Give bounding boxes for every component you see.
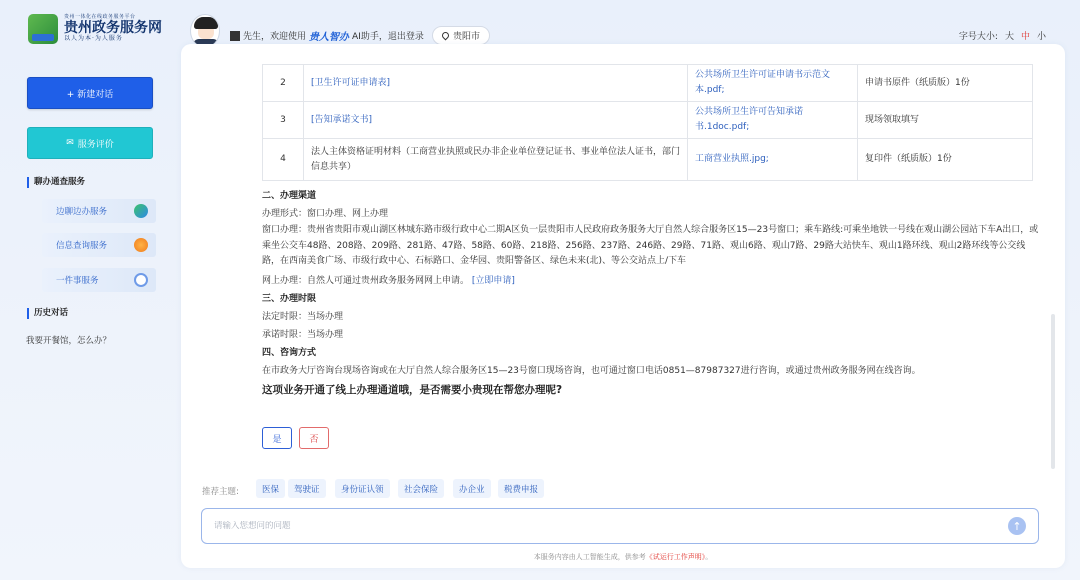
- location-label: 贵阳市: [453, 32, 481, 42]
- material-link[interactable]: [告知承诺文书]: [311, 114, 373, 125]
- font-size-large[interactable]: 大: [1004, 32, 1014, 42]
- table-row: [263, 139, 1033, 181]
- promise-time-limit: 承诺时限：当场办理: [262, 329, 344, 340]
- handling-form: 办理形式：窗口办理、网上办理: [262, 209, 389, 219]
- section-heading-time-limit: 三、办理时限: [262, 293, 317, 304]
- font-size-switcher: [959, 29, 1046, 42]
- material-link[interactable]: [卫生许可证申请表]: [311, 77, 391, 88]
- yes-button[interactable]: 是: [262, 427, 292, 449]
- ai-disclaimer: [181, 552, 1065, 562]
- question-input[interactable]: [214, 521, 1008, 531]
- section-heading-consultation: 四、咨询方式: [262, 347, 317, 358]
- assistant-question: 这项业务开通了线上办理通道哦，是否需要小贵现在帮您办理呢?: [262, 383, 563, 396]
- welcome-text: 先生，欢迎使用: [243, 32, 307, 42]
- logo-subtitle: 贵州一体化在线政务服务平台: [64, 14, 136, 21]
- one-thing-icon: [134, 273, 148, 287]
- file-link[interactable]: 工商营业执照.jpg;: [695, 154, 769, 164]
- file-link[interactable]: 公共场所卫生许可证申请书示范文本.pdf;: [695, 70, 831, 95]
- recommend-label: 推荐主题:: [202, 487, 239, 497]
- assistant-logout-text[interactable]: AI助手，退出登录: [352, 32, 424, 42]
- recommend-topic[interactable]: 驾驶证: [288, 479, 326, 498]
- materials-table: [262, 64, 1033, 181]
- recommend-topic[interactable]: 身份证认领: [335, 479, 390, 498]
- sidebar-item-label: 边聊边办服务: [56, 207, 108, 217]
- row-number: 3: [263, 102, 304, 139]
- recommend-topic[interactable]: 医保: [256, 479, 285, 498]
- sidebar-item-query-service[interactable]: [42, 233, 156, 257]
- search-query-icon: [134, 238, 148, 252]
- sidebar-item-label: 一件事服务: [56, 276, 99, 286]
- row-number: 4: [263, 139, 304, 181]
- table-row: [263, 102, 1033, 139]
- sidebar-item-chat-service[interactable]: [42, 199, 156, 223]
- sidebar-item-one-thing-service[interactable]: [42, 268, 156, 292]
- services-section-title: 聊办通查服务: [27, 177, 85, 188]
- material-note: 申请书原件（纸质版）1份: [858, 65, 1033, 102]
- font-size-medium[interactable]: 中: [1020, 32, 1030, 42]
- site-logo[interactable]: [28, 14, 162, 44]
- chat-panel: [181, 44, 1065, 568]
- disclaimer-suffix: 。: [705, 553, 713, 561]
- no-button[interactable]: 否: [299, 427, 329, 449]
- font-size-small[interactable]: 小: [1036, 32, 1046, 42]
- history-item[interactable]: 我要开餐馆，怎么办？: [26, 336, 112, 346]
- send-arrow-icon[interactable]: ↑: [1008, 517, 1026, 535]
- chat-bubble-icon: [134, 204, 148, 218]
- file-link[interactable]: 公共场所卫生许可告知承诺书.1doc.pdf;: [695, 107, 804, 132]
- welcome-bar: [230, 28, 424, 43]
- recommend-topic[interactable]: 社会保险: [398, 479, 444, 498]
- assistant-avatar: [190, 14, 220, 48]
- online-handling: [262, 272, 1042, 290]
- evaluation-icon: ✉: [66, 138, 74, 148]
- service-evaluation-button[interactable]: [27, 127, 153, 159]
- chat-input-box[interactable]: [201, 508, 1039, 544]
- material-note: 复印件（纸质版）1份: [858, 139, 1033, 181]
- new-chat-button[interactable]: + 新建对话: [27, 77, 153, 109]
- material-name: 法人主体资格证明材料（工商营业执照或民办非企业单位登记证书、事业单位法人证书，部门信息共享）: [304, 139, 688, 181]
- user-name-mask-icon: [230, 31, 240, 41]
- brand-tag: 贵人智办: [309, 32, 350, 43]
- apply-now-link[interactable]: [立即申请]: [471, 275, 515, 286]
- legal-time-limit: 法定时限：当场办理: [262, 311, 344, 322]
- section-heading-channels: 二、办理渠道: [262, 191, 317, 201]
- row-number: 2: [263, 65, 304, 102]
- material-note: 现场领取填写: [858, 102, 1033, 139]
- recommend-topic[interactable]: 办企业: [453, 479, 491, 498]
- logo-emblem-icon: [28, 14, 58, 44]
- location-selector[interactable]: [432, 26, 490, 45]
- location-pin-icon: [441, 31, 451, 41]
- chat-scrollbar[interactable]: [1051, 314, 1055, 469]
- table-row: [263, 65, 1033, 102]
- window-handling: 窗口办理：贵州省贵阳市观山湖区林城东路市级行政中心二期A区负一层贵阳市人民政府政务服务大厅自然人综合服务区15—23号窗口；乘车路线:可乘坐地铁一号线在观山湖公园站下车A出口，或乘坐公交车48路、208路、209路、281路、47路、58路、60路、218路、256路、237路、246路、29路、71路、观山6路、观山7路、29路大站快车、观山1路环线、观山2路环线等公交线路，在西南美食广场、市级行政中心、石标路口、金华园、贵阳警备区、绿色未来(北)、等公交站点上/下车: [262, 225, 1039, 266]
- evaluation-label: 服务评价: [77, 139, 114, 150]
- logo-title: 贵州政务服务网: [64, 19, 162, 36]
- disclaimer-text: 本服务内容由人工智能生成，供参考: [533, 553, 646, 561]
- online-handling-text: 网上办理：自然人可通过贵州政务服务网网上申请。: [262, 275, 470, 286]
- font-size-label: 字号大小:: [958, 32, 998, 42]
- consultation-text: 在市政务大厅咨询台现场咨询或在大厅自然人综合服务区15—23号窗口现场咨询，也可通过窗口电话0851—87987327进行咨询，或通过贵州政务服务网在线咨询。: [262, 365, 921, 376]
- trial-statement-link[interactable]: 《试运行工作声明》: [645, 553, 706, 561]
- logo-slogan: 以人为本·为人服务: [64, 35, 123, 43]
- answer-content: [262, 187, 1042, 399]
- sidebar-item-label: 信息查询服务: [56, 241, 108, 251]
- history-section-title: 历史对话: [27, 308, 68, 319]
- recommend-topic[interactable]: 税费申报: [498, 479, 544, 498]
